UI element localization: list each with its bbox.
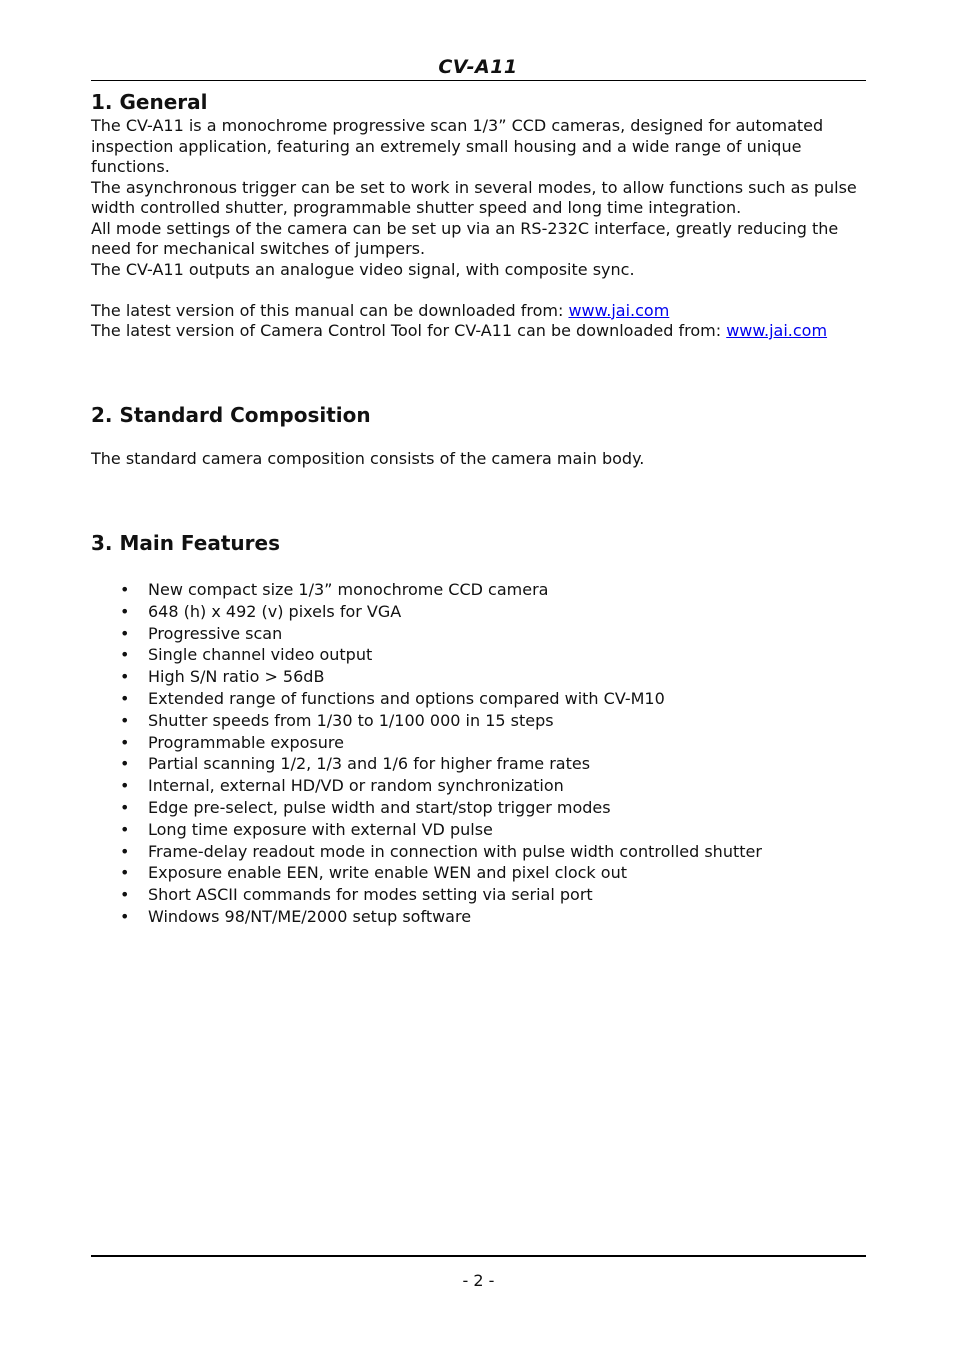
- list-item: • Programmable exposure: [148, 732, 866, 754]
- list-item: • Short ASCII commands for modes setting via serial port: [148, 884, 866, 906]
- list-item: • Exposure enable EEN, write enable WEN and pixel clock out: [148, 862, 866, 884]
- manual-download-link[interactable]: www.jai.com: [568, 300, 670, 320]
- manual-download-text: The latest version of this manual can be downloaded from:: [91, 300, 569, 320]
- list-item: • Single channel video output: [148, 644, 866, 666]
- list-item: • High S/N ratio > 56dB: [148, 666, 866, 688]
- section-general: [91, 88, 866, 342]
- list-item: • Windows 98/NT/ME/2000 setup software: [148, 906, 866, 928]
- list-item: • Long time exposure with external VD pulse: [148, 819, 866, 841]
- list-item: • Internal, external HD/VD or random synchronization: [148, 775, 866, 797]
- general-paragraph-4: The CV-A11 outputs an analogue video signal, with composite sync.: [91, 259, 635, 279]
- section-main-features: [91, 529, 866, 928]
- footer-divider: [91, 1255, 866, 1257]
- composition-paragraph: The standard camera composition consists of the camera main body.: [91, 448, 645, 468]
- general-paragraph-2: The asynchronous trigger can be set to work in several modes, to allow functions such as pulse width controlled shutter, programmable shutter speed and long time integration.: [91, 177, 857, 217]
- section-heading-general: 1. General: [91, 90, 208, 114]
- section-heading-composition: 2. Standard Composition: [91, 402, 371, 427]
- page-number: - 2 -: [462, 1271, 495, 1290]
- list-item: • Progressive scan: [148, 623, 866, 645]
- section-standard-composition: [91, 401, 866, 470]
- manual-download-line: [91, 301, 866, 322]
- tool-download-link[interactable]: www.jai.com: [726, 321, 828, 340]
- general-paragraph-3: All mode settings of the camera can be set up via an RS-232C interface, greatly reducing the need for mechanical switches of jumpers.: [91, 218, 839, 258]
- page-content: [91, 88, 866, 928]
- list-item: • Frame-delay readout mode in connection with pulse width controlled shutter: [148, 841, 866, 863]
- list-item: • Edge pre-select, pulse width and start/stop trigger modes: [148, 797, 866, 819]
- list-item: • New compact size 1/3” monochrome CCD camera: [148, 579, 866, 601]
- header-divider: [91, 80, 866, 81]
- list-item: • Extended range of functions and options compared with CV-M10: [148, 688, 866, 710]
- list-item: • 648 (h) x 492 (v) pixels for VGA: [148, 601, 866, 623]
- list-item: • Shutter speeds from 1/30 to 1/100 000 in 15 steps: [148, 710, 866, 732]
- document-header-title: CV-A11: [438, 56, 518, 78]
- section-heading-features: 3. Main Features: [91, 531, 280, 555]
- general-paragraph-1: The CV-A11 is a monochrome progressive scan 1/3” CCD cameras, designed for automated inspection application, featuring an extremely small housing and a wide range of unique functions.: [91, 116, 824, 176]
- tool-download-line: [91, 321, 866, 342]
- list-item: • Partial scanning 1/2, 1/3 and 1/6 for higher frame rates: [148, 753, 866, 775]
- features-list: [91, 579, 866, 928]
- tool-download-text: The latest version of Camera Control Tool for CV-A11 can be downloaded from:: [91, 321, 727, 340]
